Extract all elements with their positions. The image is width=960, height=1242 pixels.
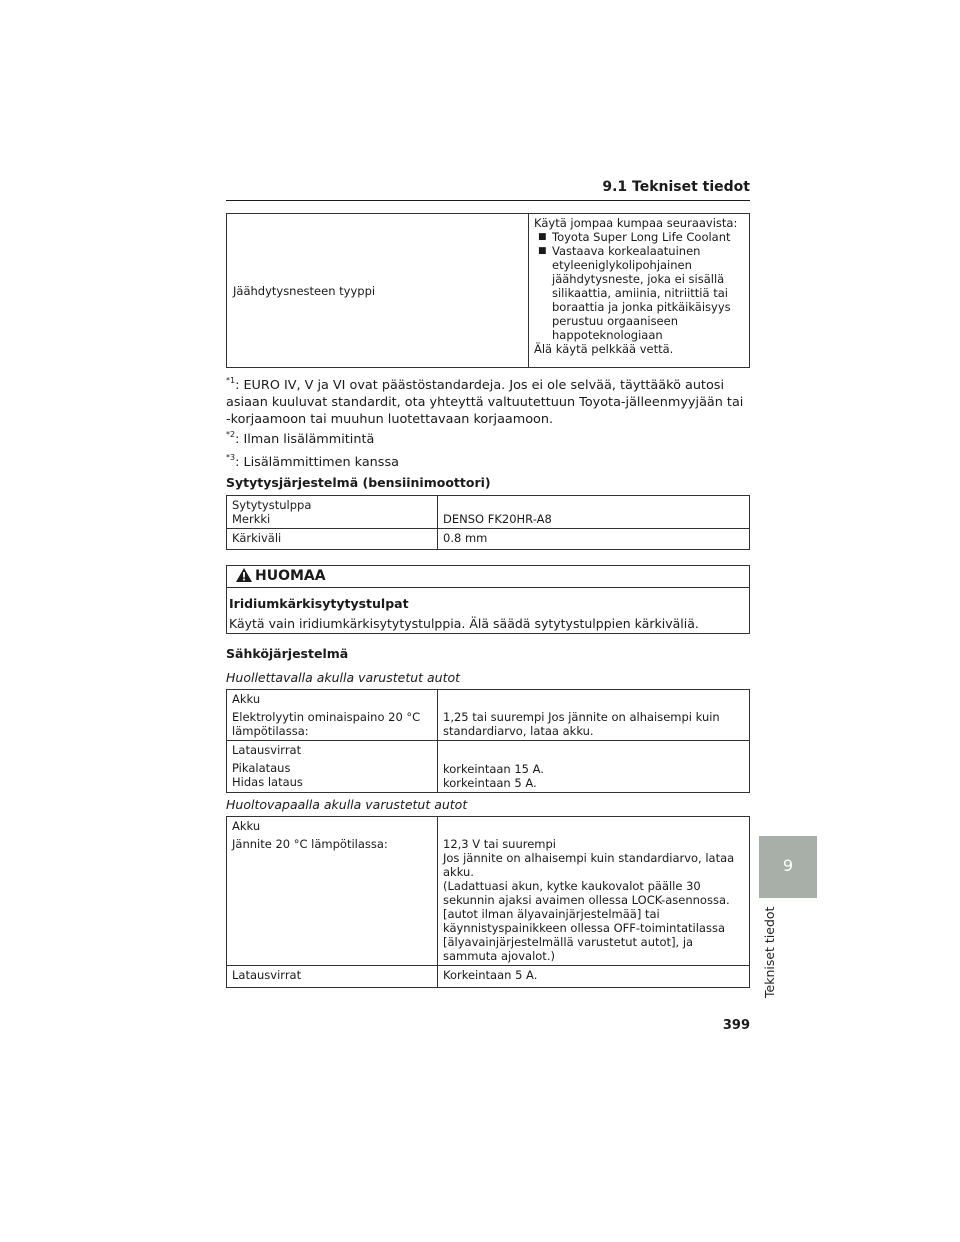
plug-label: Sytytystulppa: [232, 498, 312, 512]
section-header: 9.1 Tekniset tiedot: [226, 178, 750, 201]
coolant-option: ■ Vastaava korkealaatuinen etyleeniglykolipohjainen jäähdytysneste, joka ei sisällä silikaattia, amiinia, nitriittiä tai boraattia ja jonka pitkäikäisyys perustuu orgaaniseen happoteknologiaan: [534, 244, 744, 342]
notice-head-label: HUOMAA: [255, 568, 326, 584]
footnote-2: $^{*2}$: Ilman lisälämmitintä: [226, 430, 375, 447]
coolant-options: [534, 230, 744, 342]
chapter-tab: [759, 836, 817, 898]
gap-value: 0.8 mm: [438, 529, 750, 550]
quick-label: Pikalataus: [232, 761, 291, 775]
maintenance-free-table: [226, 816, 750, 988]
voltage-line-3: (Ladattuasi akun, kytke kaukovalot päälle 30 sekunnin ajaksi avaimen ollessa LOCK-asennossa. [autot ilman älyavainjärjestelmää] tai käynnistyspainikkeen ollessa OFF-toimintatilassa [älyavainjärjestelmällä varustetut autot], ja sammuta ajovalot.): [443, 879, 730, 963]
coolant-value: [529, 214, 750, 368]
mf-charging-value: Korkeintaan 5 A.: [438, 966, 750, 988]
gap-label: Kärkiväli: [227, 529, 438, 550]
battery-label: Akku: [232, 692, 261, 706]
maintenance-free-subtitle: Huoltovapaalla akulla varustetut autot: [226, 797, 468, 812]
coolant-option: ■ Toyota Super Long Life Coolant: [534, 230, 744, 244]
notice-header: [227, 566, 749, 588]
slow-value: korkeintaan 5 A.: [443, 776, 537, 790]
ignition-heading: Sytytysjärjestelmä (bensiinimoottori): [226, 475, 491, 490]
page-number: 399: [722, 1018, 750, 1033]
notice-title: Iridiumkärkisytytystulpat: [229, 596, 409, 611]
charging-values: [438, 741, 750, 793]
footnote-3: $^{*3}$: Lisälämmittimen kanssa: [226, 453, 399, 470]
voltage-line-1: 12,3 V tai suurempi: [443, 837, 557, 851]
mf-battery-label: Akku: [232, 819, 261, 833]
serviceable-subtitle: Huollettavalla akulla varustetut autot: [226, 670, 461, 685]
density-label: Elektrolyytin ominaispaino 20 °C lämpötilassa:: [232, 710, 421, 738]
voltage-label: Jännite 20 °C lämpötilassa:: [232, 837, 388, 851]
voltage-line-2: Jos jännite on alhaisempi kuin standardiarvo, lataa akku.: [443, 851, 735, 879]
voltage-value: [438, 817, 750, 966]
chapter-name: Tekniset tiedot: [762, 906, 777, 998]
footnote-1: $^{*1}$: EURO IV, V ja VI ovat päästöstandardeja. Jos ei ole selvää, täyttääkö autosi asiaan kuuluvat standardit, ota yhteyttä valtuutettuun Toyota-jälleenmyyjään tai -korjaamoon tai muuhun luotettavaan korjaamoon.: [226, 376, 744, 427]
chapter-side-label: [762, 898, 784, 998]
brand-label: Merkki: [232, 512, 271, 526]
serviceable-table: [226, 689, 750, 793]
charging-cell: [227, 741, 438, 793]
charging-label: Latausvirrat: [232, 743, 302, 757]
chapter-number: 9: [782, 856, 794, 875]
notice-text: Käytä vain iridiumkärkisytytystulppia. Älä säädä sytytystulppien kärkiväliä.: [229, 616, 699, 631]
warning-icon: [235, 567, 253, 583]
mf-battery-cell: [227, 817, 438, 966]
coolant-intro: Käytä jompaa kumpaa seuraavista:: [534, 216, 738, 230]
ignition-table: [226, 495, 750, 550]
coolant-table: [226, 213, 750, 368]
coolant-warning: Älä käytä pelkkää vettä.: [534, 342, 674, 356]
density-value: 1,25 tai suurempi Jos jännite on alhaisempi kuin standardiarvo, lataa akku.: [438, 690, 750, 741]
brand-value: DENSO FK20HR-A8: [438, 496, 750, 529]
mf-charging-label: Latausvirrat: [227, 966, 438, 988]
serviceable-battery-cell: [227, 690, 438, 741]
electrical-heading: Sähköjärjestelmä: [226, 646, 349, 661]
coolant-label: Jäähdytysnesteen tyyppi: [227, 214, 529, 368]
quick-value: korkeintaan 15 A.: [443, 762, 544, 776]
notice-box: [226, 565, 750, 634]
slow-label: Hidas lataus: [232, 775, 303, 789]
plug-cell: [227, 496, 438, 529]
